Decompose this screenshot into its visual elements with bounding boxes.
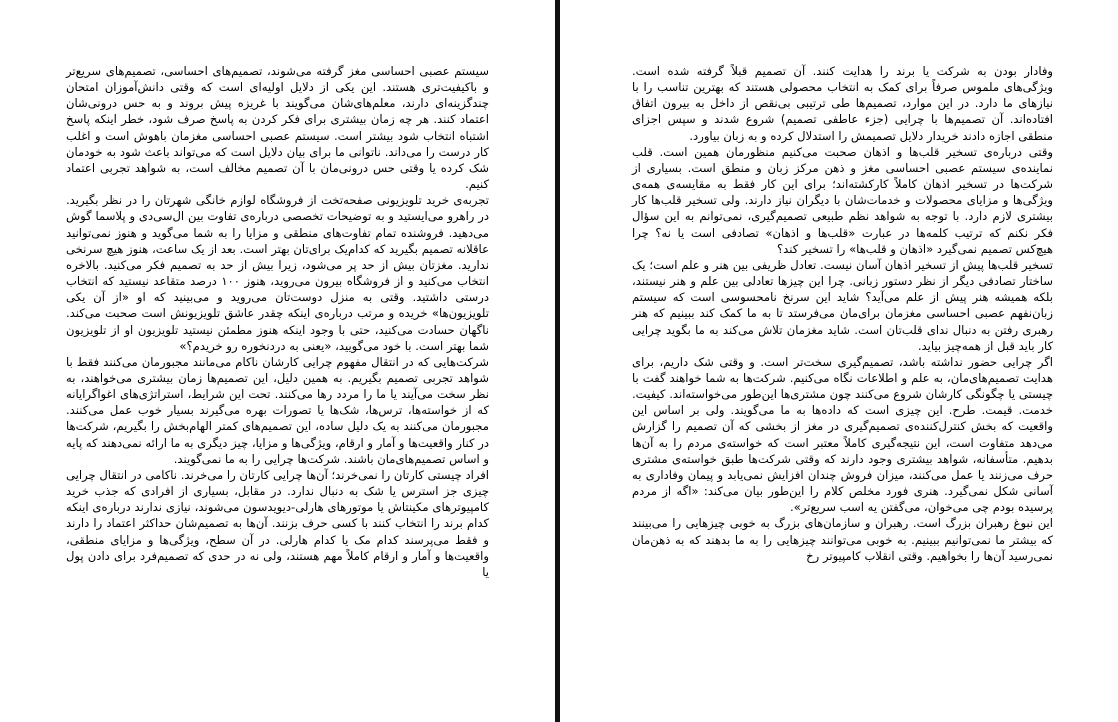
right-paragraph-4: اگر چرایی حضور نداشته باشد، تصمیم‌گیری سخت‌تر است. و وقتی شک داریم، برای هدایت تصمیم‌های‌مان، به علم و اطلاعات نگاه می‌کنیم. شرکت‌ها به شما خواهند گفت با چیستی یا چگونگی کارشان شروع می‌کنند چون مشتری‌ها این‌طور می‌خواسته‌اند. کیفیت. خدمت. قیمت. طرح. این چیزی است که داده‌ها به ما می‌گویند. ولی بر اساس این واقعیت که بخش کنترل‌کننده‌ی تصمیم‌گیری در مغز از بخشی که آن تصمیم را گزارش می‌دهد متفاوت است، این نتیجه‌گیری کاملاً معتبر است که خواسته‌ی مردم را به آن‌ها بدهیم. متأسفانه، شواهد بیشتری وجود دارند که وقتی شرکت‌ها طبق خواسته‌ی مشتری حرف می‌زنند یا عمل می‌کنند، میزان فروش چندان افزایش نمی‌یابد و پیمان وفاداری به آسانی شکل نمی‌گیرد. هنری فورد مخلص کلام را این‌طور بیان می‌کند: «اگه از مردم پرسیده بودم چی می‌خوان، می‌گفتن یه اسب سریع‌تر». xyxy=(632,354,1053,515)
right-paragraph-5: این نبوغ رهبران بزرگ است. رهبران و سازمان‌های بزرگ به خوبی چیزهایی را می‌بینند که بیشتر ما نمی‌توانیم ببینیم. به خوبی می‌توانند چیزهایی را به ما بدهند که به ذهن‌مان نمی‌رسید آن‌ها را بخواهیم. وقتی انقلاب کامپیوتر رخ xyxy=(632,516,1053,563)
right-paragraph-1: وفادار بودن به شرکت یا برند را هدایت کنند. آن تصمیم قبلاً گرفته شده است. ویژگی‌های ملموس صرفاً برای کمک به انتخاب محصولی هستند که بهترین تناسب را با نیازهای ما دارد. در این موارد، تصمیم‌ها طی ترتیبی بی‌نقص از داخل به بیرون اتفاق افتاده‌اند. آن تصمیم‌ها با چرایی (جزء عاطفی تصمیم) شروع شدند و سپس اجزای منطقی اجازه دادند خریدار دلایل تصمیمش را استدلال کرده و به زبان بیاورد. xyxy=(632,64,1053,143)
right-page-text xyxy=(632,63,1053,564)
left-paragraph-2: تجربه‌ی خرید تلویزیونی صفحه‌تخت از فروشگاه لوازم خانگی شهرتان را در نظر بگیرید. در راهرو می‌ایستید و به توضیحات تخصصی درباره‌ی تفاوت بین ال‌سی‌دی و پلاسما گوش می‌دهید. فروشنده تمام تفاوت‌های منطقی و مزایا را به شما می‌گوید و هنوز نمی‌توانید عاقلانه تصمیم بگیرید که کدام‌یک برای‌تان بهتر است. بعد از یک ساعت، هنوز هیچ سرنخی ندارید. مغزتان بیش از حد پر می‌شود، زیرا بیش از حد به تصمیم فکر می‌کنید. بالاخره انتخاب می‌کنید و از فروشگاه بیرون می‌روید، هنوز ۱۰۰ درصد متقاعد نیستید که انتخاب درستی داشتید. وقتی به منزل دوست‌تان می‌روید و می‌بینید که او «از آن یکی تلویزیون‌ها» خریده و مرتب درباره‌ی اینکه چقدر عاشق تلویزیونش است صحبت می‌کند. ناگهان حسادت می‌کنید، حتی با وجود اینکه هنوز مطمئن نیستید تلویزیون او از تلویزیون شما بهتر است. با خود می‌گویید، «یعنی به دردنخوره رو خریدم؟» xyxy=(66,193,489,353)
left-paragraph-4: افراد چیستی کارتان را نمی‌خرند؛ آن‌ها چرایی کارتان را می‌خرند. ناکامی در انتقال چرایی چیزی جز استرس یا شک به دنبال ندارد. در مقابل، بسیاری از افرادی که جذب خرید کامپیوترهای مکینتاش یا موتورهای هارلی-دیویدسون می‌شوند، نیازی ندارند درباره‌ی اینکه کدام برند را انتخاب کنند با کسی حرف بزنند. آن‌ها به تصمیم‌شان حداکثر اعتماد را دارند و فقط می‌پرسند کدام مک یا کدام هارلی. در آن سطح، ویژگی‌ها و مزایای منطقی، واقعیت‌ها و آمار و ارقام کاملاً مهم هستند، ولی نه در حدی که تصمیم‌فرد برای دادن پول یا xyxy=(66,467,489,579)
right-page xyxy=(561,0,1118,722)
right-paragraph-3: تسخیر قلب‌ها پیش از تسخیر اذهان آسان نیست. تعادل ظریفی بین هنر و علم است؛ یک ساختار تصادفی دیگر از نظر دستور زبانی. چرا این چیزها تعادلی بین علم و هنر نیستند، بلکه همیشه هنر پیش از علم می‌آید؟ شاید این سرنخ نامحسوسی است که سیستم زبان‌نفهم عصبی احساسی مغزمان برای‌مان می‌فرستد تا به ما کمک کند ببینیم که هنر رهبری رفتن به دنبال ندای قلب‌تان است. شاید مغزمان تلاش می‌کند به ما بگوید چرایی کار باید قبل از همه‌چیز بیاید. xyxy=(632,257,1053,353)
left-page xyxy=(0,0,555,722)
page-divider xyxy=(555,0,560,722)
left-paragraph-1: سیستم عصبی احساسی مغز گرفته می‌شوند، تصمیم‌های احساسی، تصمیم‌های سریع‌تر و باکیفیت‌تری هستند. این یکی از دلایل اولیه‌ای است که وقتی دانش‌آموزان امتحان چندگزینه‌ای دارند، معلم‌های‌شان می‌گویند با غریزه پیش بروند و به حس درونی‌شان اعتماد کنند. هر چه زمان بیشتری برای فکر کردن به پاسخ صرف شود، خطر اینکه پاسخ اشتباه انتخاب شود بیشتر است. سیستم عصبی احساسی مغزمان باهوش است و اغلب کار درست را می‌داند. ناتوانی ما برای بیان دلایل است که می‌تواند باعث شود به خودمان شک کرده یا وقتی حس درونی‌مان با آن تصمیم مخالف است، به شواهد تجربی اعتماد کنیم. xyxy=(66,64,489,192)
left-paragraph-3: شرکت‌هایی که در انتقال مفهوم چرایی کارشان ناکام می‌مانند مجبورمان می‌کنند فقط با شواهد تجربی تصمیم بگیریم. به همین دلیل، این تصمیم‌ها زمان بیشتری می‌خواهند، به نظر سخت می‌آیند یا ما را مردد رها می‌کنند. تحت این شرایط، استراتژی‌های اغواگرایانه که از خواسته‌ها، ترس‌ها، شک‌ها یا تصورات بهره می‌گیرند بسیار خوب عمل می‌کنند. مجبورمان می‌کنند به یک دلیل ساده، این تصمیم‌های کمتر الهام‌بخش را بگیریم، شرکت‌ها در کنار واقعیت‌ها و آمار و ارقام، ویژگی‌ها و مزایا، چیز دیگری به ما ارائه نمی‌دهند که پایه و اساس تصمیم‌های‌مان باشند. شرکت‌ها چرایی را به ما نمی‌گویند. xyxy=(66,354,489,466)
right-paragraph-2: وقتی درباره‌ی تسخیر قلب‌ها و اذهان صحبت می‌کنیم منظورمان همین است. قلب نماینده‌ی سیستم عصبی احساسی مغز و ذهن مرکز زبان و منطق است. بسیاری از شرکت‌ها در تسخیر اذهان کاملاً کارکشته‌اند؛ برای این کار فقط به مقایسه‌ی همه‌ی ویژگی‌ها و مزایای محصولات و خدمات‌شان با دیگران نیاز دارند. ولی تسخیر قلب‌ها کار بیشتری لازم دارد. با توجه به شواهد نظم طبیعی تصمیم‌گیری، نمی‌توانم به این سؤال فکر نکنم که ترتیب کلمه‌ها در عبارت «قلب‌ها و اذهان» تصادفی است یا نه؟ چرا هیچ‌کس تصمیم نمی‌گیرد «اذهان و قلب‌ها» را تسخیر کند؟ xyxy=(632,144,1053,256)
left-page-text xyxy=(66,63,489,580)
